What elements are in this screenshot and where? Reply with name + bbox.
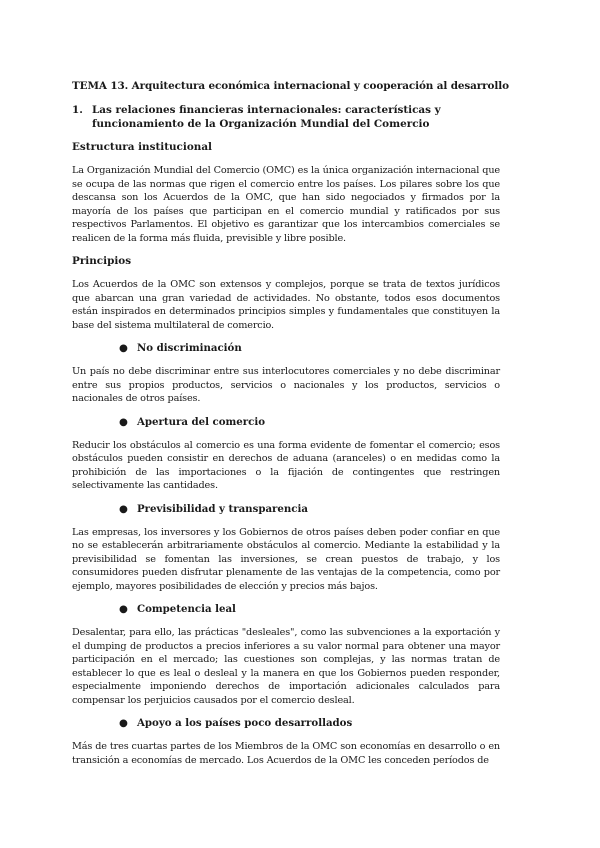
paragraph-apertura-comercio: Reducir los obstáculos al comercio es una forma evidente de fomentar el comercio; esos obstáculos pueden consistir en derechos de aduana (aranceles) o en medidas como la prohibición de las importaciones o la fijación de contingentes que restringen selectivamente las cantidades. — [72, 439, 500, 491]
paragraph-competencia-leal: Desalentar, para ello, las prácticas "desleales", como las subvenciones a la exportación y el dumping de productos a precios inferiores a su valor normal para obtener una mayor participación en el mercado; las cuestiones son complejas, y las normas tratan de establecer lo que es leal o desleal y la manera en que los Gobiernos pueden responder, especialmente imponiendo derechos de importación adicionales calculados para compensar los perjuicios causados por el comercio desleal. — [72, 627, 500, 706]
bullet-icon: ● — [119, 343, 128, 354]
section-heading — [72, 104, 500, 131]
section-number: 1. — [72, 104, 83, 116]
bullet-icon: ● — [119, 718, 128, 729]
bullet-apertura-comercio — [119, 416, 500, 429]
section-title: Las relaciones financieras internacionales: características y funcionamiento de la Organización Mundial del Comercio — [92, 104, 441, 130]
bullet-title: Apoyo a los países poco desarrollados — [137, 717, 353, 729]
document-title: TEMA 13. Arquitectura económica internacional y cooperación al desarrollo — [72, 80, 509, 92]
bullet-title: Competencia leal — [137, 603, 236, 615]
bullet-icon: ● — [119, 503, 128, 515]
bullet-icon: ● — [119, 604, 128, 615]
principios-heading: Principios — [72, 255, 132, 267]
estructura-heading: Estructura institucional — [72, 141, 212, 153]
document-page — [72, 80, 509, 777]
bullet-no-discriminacion — [119, 342, 500, 355]
bullet-competencia-leal — [119, 603, 500, 616]
bullet-title: Apertura del comercio — [137, 415, 266, 428]
paragraph-apoyo-paises: Más de tres cuartas partes de los Miembros de la OMC son economías en desarrollo o en transición a economías de mercado. Los Acuerdos de la OMC les conceden períodos de — [72, 741, 500, 766]
principios-paragraph: Los Acuerdos de la OMC son extensos y complejos, porque se trata de textos jurídicos que abarcan una gran variedad de actividades. No obstante, todos esos documentos están inspirados en determinados principios simples y fundamentales que constituyen la base del sistema multilateral de comercio. — [72, 279, 500, 331]
bullet-apoyo-paises — [119, 717, 500, 730]
paragraph-previsibilidad: Las empresas, los inversores y los Gobiernos de otros países deben poder confiar en que no se establecerán arbitrariamente obstáculos al comercio. Mediante la estabilidad y la previsibilidad se fomentan las inversiones, se crean puestos de trabajo, y los consumidores pueden disfrutar plenamente de las ventajas de la competencia, como por ejemplo, mayores posibilidades de elección y precios más bajos. — [72, 526, 500, 592]
bullet-icon: ● — [119, 416, 128, 428]
paragraph-no-discriminacion: Un país no debe discriminar entre sus interlocutores comerciales y no debe discriminar entre sus propios productos, servicios o nacionales y los productos, servicios o nacionales de otros países. — [72, 366, 500, 404]
estructura-paragraph: La Organización Mundial del Comercio (OMC) es la única organización internacional que se ocupa de las normas que rigen el comercio entre los países. Los pilares sobre los que descansa son los Acuerdos de la OMC, que han sido negociados y firmados por la mayoría de los países que participan en el comercio mundial y ratificados por sus respectivos Parlamentos. El objetivo es garantizar que los intercambios comerciales se realicen de la forma más fluida, previsible y libre posible. — [72, 165, 500, 244]
bullet-previsibilidad — [119, 503, 500, 516]
bullet-title: No discriminación — [137, 342, 242, 354]
bullet-title: Previsibilidad y transparencia — [137, 502, 308, 515]
